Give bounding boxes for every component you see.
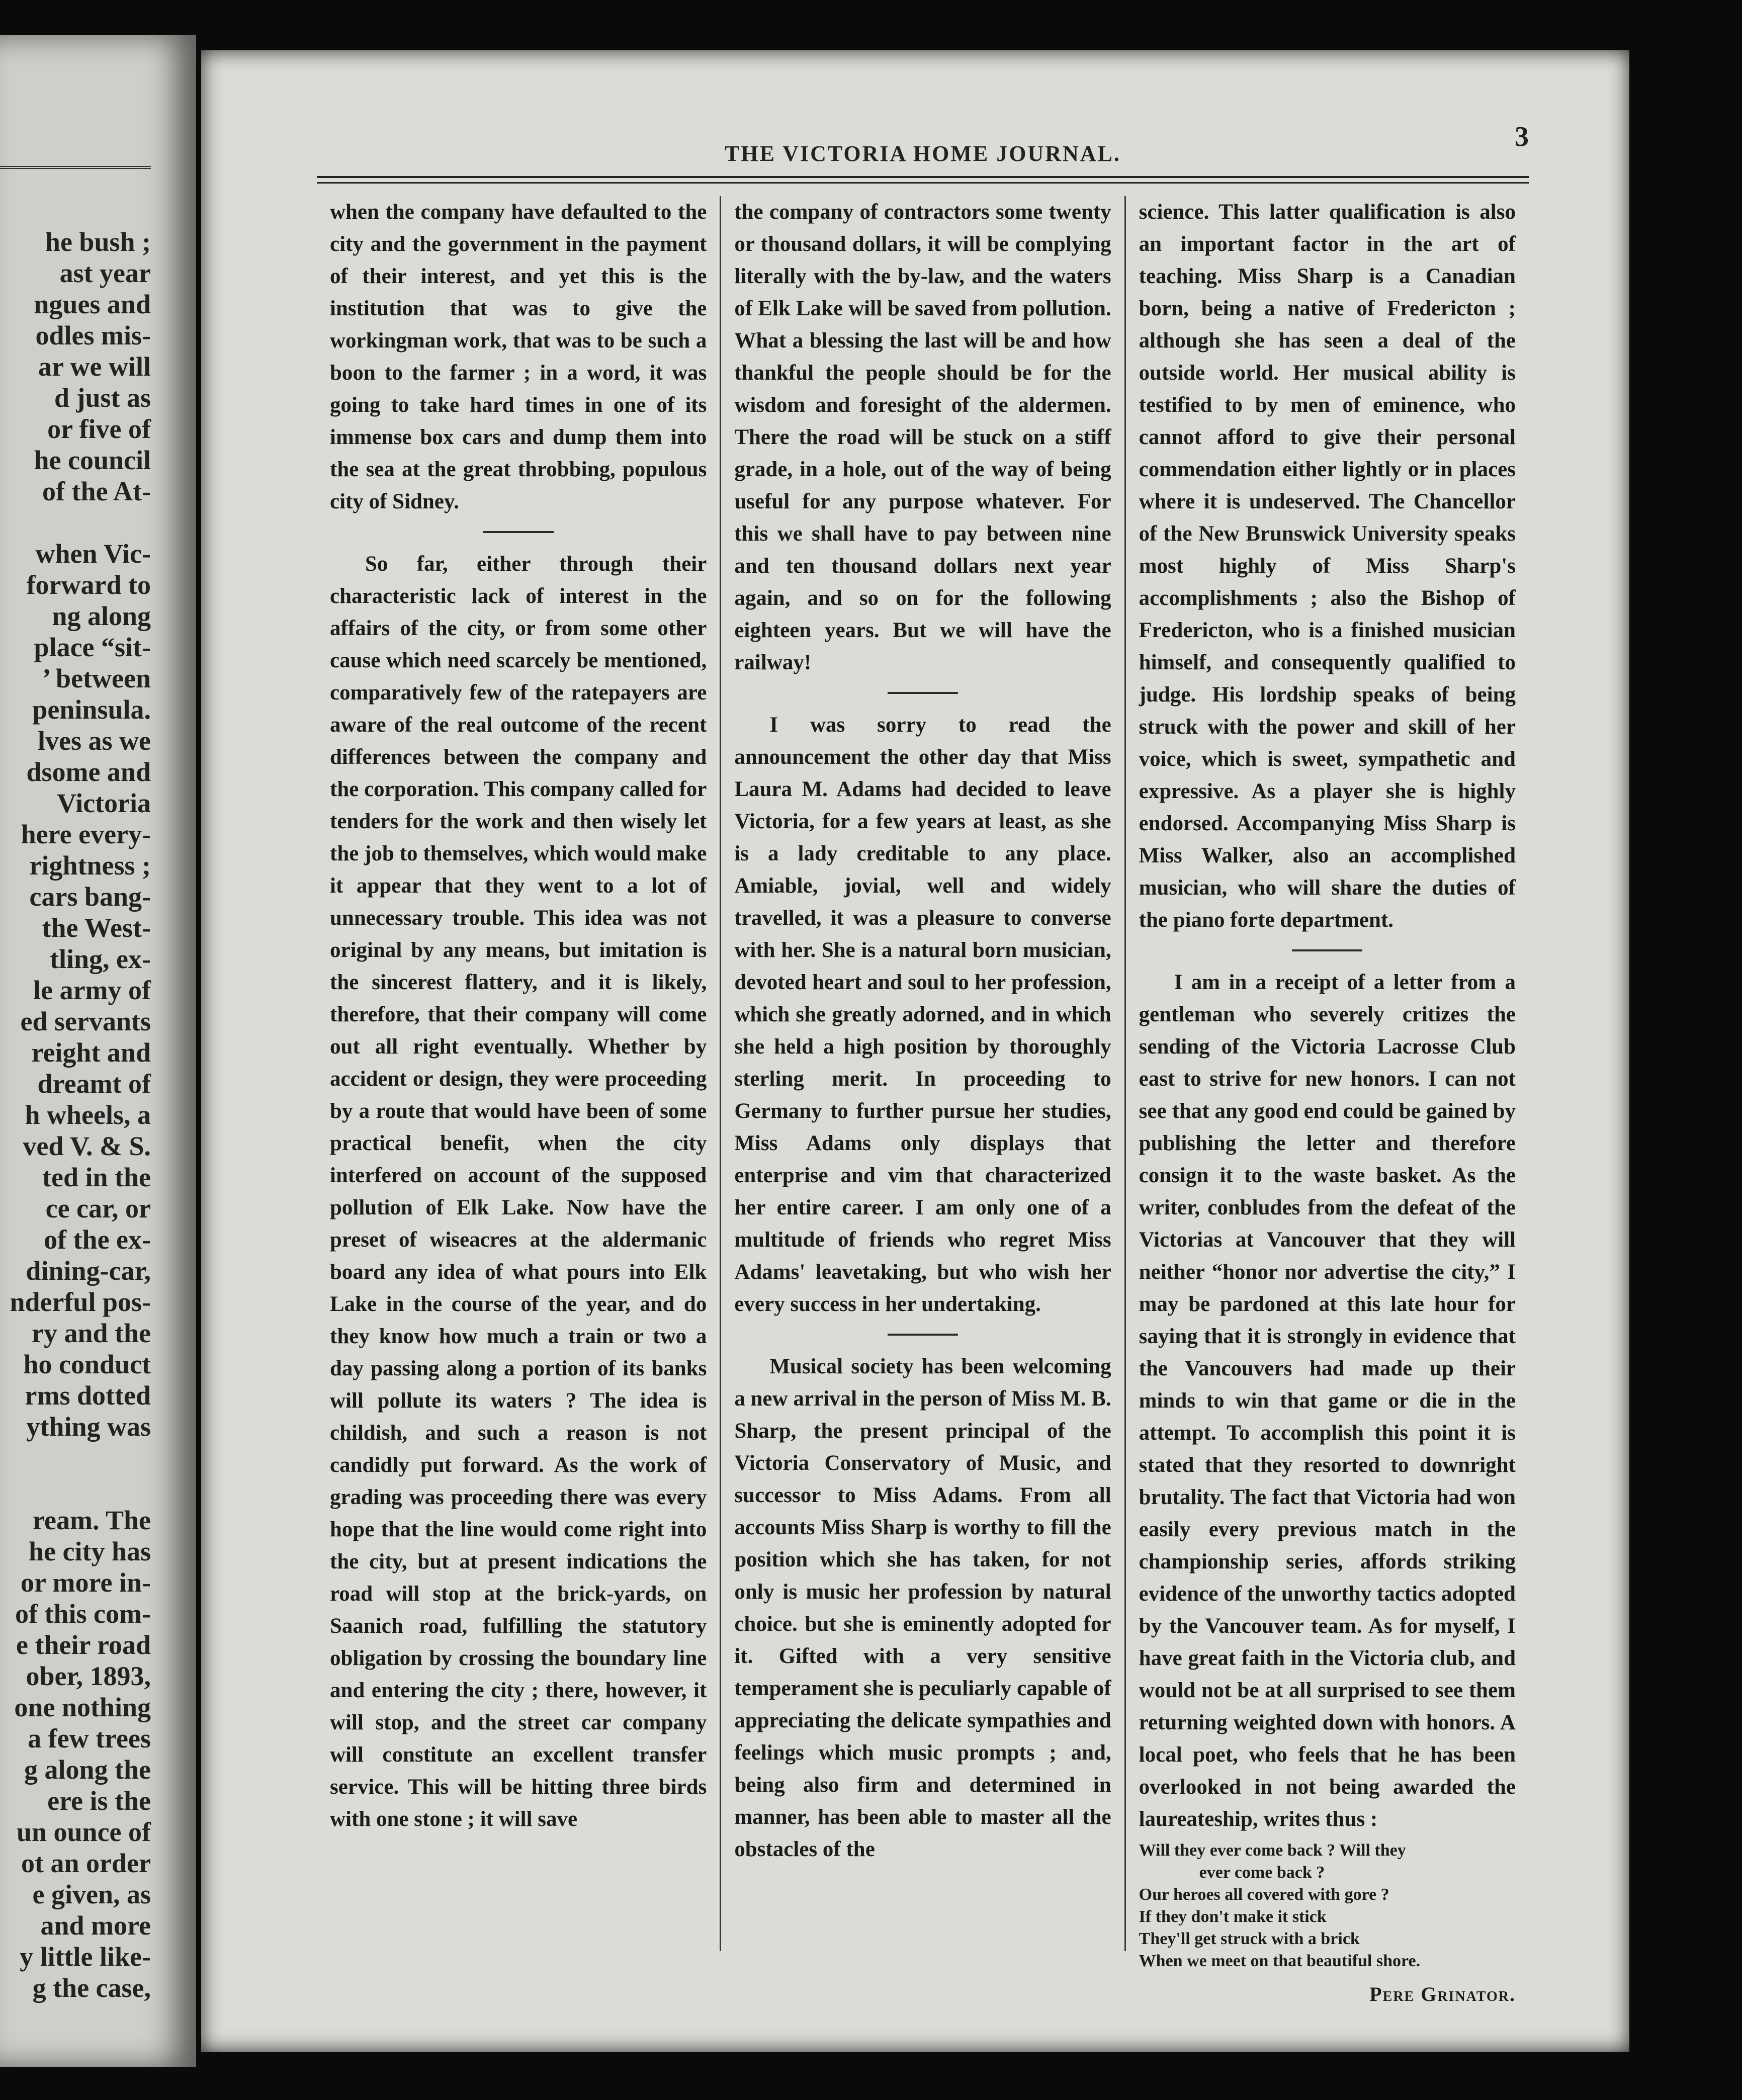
facing-page-line: a few trees xyxy=(28,1723,151,1754)
facing-page-line: ved V. & S. xyxy=(23,1131,151,1161)
facing-page-line: un ounce of xyxy=(16,1817,151,1847)
facing-page-line: one nothing xyxy=(14,1692,151,1722)
facing-page-line: rightness ; xyxy=(29,850,151,881)
facing-page-line xyxy=(0,1473,151,1505)
poem-line: When we meet on that beautiful shore. xyxy=(1139,1952,1421,1970)
facing-page-line: he bush ; xyxy=(45,227,151,257)
header-rule xyxy=(317,176,1529,184)
newspaper-page xyxy=(201,50,1629,2052)
facing-page-line: odles mis- xyxy=(35,320,151,351)
facing-page-line: rms dotted xyxy=(25,1380,151,1411)
facing-page-line: of the At- xyxy=(42,476,151,506)
facing-page-line: reight and xyxy=(31,1037,151,1068)
facing-page-line: ng along xyxy=(52,601,151,631)
facing-page-line: forward to xyxy=(26,570,151,600)
section-divider xyxy=(1292,949,1362,951)
column-3 xyxy=(1124,196,1529,2005)
author-signature: Pere Grinator. xyxy=(1369,1983,1516,2005)
paragraph: science. This latter qualification is also an important factor in the art of teaching. Miss Sharp is a Canadian born, being a native of Fredericton ; although she has seen a deal of the outside world. Her musical ability is testified to by men of eminence, who cannot afford to give their personal commendation either lightly or in places where it is undeserved. The Chancellor of the New Brunswick University speaks most highly of Miss Sharp's accomplishments ; also the Bishop of Fredericton, who is a finished musician himself, and consequently qualified to judge. His lordship speaks of being struck with the power and skill of her voice, which is sweet, sympathetic and expressive. As a player she is highly endorsed. Accompanying Miss Sharp is Miss Walker, also an accomplished musician, who will share the duties of the piano forte department. xyxy=(1139,200,1516,932)
facing-page-line: ream. The xyxy=(33,1505,151,1535)
facing-page-line: when Vic- xyxy=(35,539,151,569)
facing-page-line: and more xyxy=(40,1910,151,1941)
facing-page-line: place “sit- xyxy=(34,632,151,662)
page-number: 3 xyxy=(1515,121,1529,152)
article-columns xyxy=(317,196,1529,2005)
poem-line: ever come back ? xyxy=(1199,1863,1325,1882)
poem-line: Our heroes all covered with gore ? xyxy=(1139,1885,1389,1904)
column-1 xyxy=(317,196,720,1951)
section-divider xyxy=(888,1334,958,1336)
section-divider xyxy=(888,692,958,694)
facing-page-line: ’ between xyxy=(42,663,151,693)
facing-page-line: lves as we xyxy=(38,726,151,756)
paragraph: So far, either through their characteristic lack of interest in the affairs of the city, or from some other cause which need scarcely be mentioned, comparatively few of the ratepayers are aware of the real outcome of the recent differences between the company and the corporation. This company called for tenders for the work and then wisely let the job to themselves, which would make it appear that they went to a lot of unnecessary trouble. This idea was not original by any means, but imitation is the sincerest flattery, and it is likely, therefore, that their company will come out all right eventually. Whether by accident or design, they were proceeding by a route that would have been of some practical benefit, when the city interfered on account of the supposed pollution of Elk Lake. Now have the preset of wiseacres at the aldermanic board any idea of what pours into Elk Lake in the course of the year, and do they know how much a train or two a day passing along a portion of its banks will pollute its waters ? The idea is childish, and such a reason is not candidly put forward. As the work of grading was proceeding there was every hope that the line would come right into the city, but at present indications the road will stop at the brick-yards, on Saanich road, fulfilling the statutory obligation by crossing the boundary line and entering the city ; there, however, it will stop, and the street car company will constitute an excellent transfer service. This will be hitting three birds with one stone ; it will save xyxy=(330,552,707,1831)
facing-page-rule xyxy=(0,166,151,169)
facing-page-line: h wheels, a xyxy=(25,1100,151,1130)
facing-page-line: ngues and xyxy=(34,289,151,319)
facing-page-line: g along the xyxy=(24,1755,151,1785)
poem-line: Will they ever come back ? Will they xyxy=(1139,1841,1406,1860)
section-divider xyxy=(483,531,554,533)
facing-page-line: cars bang- xyxy=(29,882,151,912)
facing-page-line: ere is the xyxy=(47,1786,151,1816)
facing-page-line: ce car, or xyxy=(45,1193,151,1223)
facing-page-line xyxy=(0,1442,151,1473)
facing-page-line: he council xyxy=(34,445,151,475)
paragraph: when the company have defaulted to the city and the government in the payment of their interest, and yet this is the institution that was to give the workingman work, that was to be such a boon to the farmer ; in a word, it was going to take hard times in one of its immense box cars and dump them into the sea at the great throbbing, populous city of Sidney. xyxy=(330,200,707,513)
facing-page-line: nderful pos- xyxy=(10,1287,151,1317)
poem-line: If they don't make it stick xyxy=(1139,1907,1327,1926)
poem xyxy=(1139,1840,1516,1972)
masthead xyxy=(317,121,1529,166)
facing-page-line: g the case, xyxy=(32,1973,151,2003)
facing-page-line: or more in- xyxy=(21,1567,151,1598)
facing-page-line: peninsula. xyxy=(32,694,151,725)
facing-page-line: le army of xyxy=(33,975,151,1005)
facing-page-line: ot an order xyxy=(21,1848,151,1878)
facing-page-line: ything was xyxy=(26,1412,151,1442)
facing-page-line: ry and the xyxy=(31,1318,151,1348)
facing-page-line: of the ex- xyxy=(44,1224,151,1255)
facing-page-line: of this com- xyxy=(15,1599,151,1629)
facing-page-line: ho conduct xyxy=(23,1349,151,1379)
facing-page-line: ed servants xyxy=(20,1006,151,1036)
facing-page-line: y little like- xyxy=(20,1942,151,1972)
facing-page-line: here every- xyxy=(21,819,151,849)
facing-page-line: ted in the xyxy=(42,1162,151,1192)
facing-page-line: e their road xyxy=(16,1630,151,1660)
facing-page-line: dreamt of xyxy=(37,1069,151,1099)
column-2 xyxy=(720,196,1124,1951)
journal-title: THE VICTORIA HOME JOURNAL. xyxy=(725,141,1121,166)
facing-page-line: dining-car, xyxy=(26,1256,151,1286)
facing-page-line: tling, ex- xyxy=(50,944,151,974)
facing-page-line: d just as xyxy=(54,383,151,413)
facing-page-line: or five of xyxy=(47,414,151,444)
facing-page-line: dsome and xyxy=(26,757,151,787)
paragraph: Musical society has been welcoming a new arrival in the person of Miss M. B. Sharp, the present principal of the Victoria Conservatory of Music, and successor to Miss Adams. From all accounts Miss Sharp is worthy to fill the position which she has taken, for not only is music her profession by natural choice. but she is eminently adopted for it. Gifted with a very sensitive temperament she is peculiarly capable of appreciating the delicate sympathies and feelings which music prompts ; and, being also firm and determined in manner, has been able to master all the obstacles of the xyxy=(734,1355,1111,1861)
facing-page-line: ober, 1893, xyxy=(26,1661,151,1691)
facing-page-line: ar we will xyxy=(38,352,151,382)
paragraph: the company of contractors some twenty or thousand dollars, it will be complying literally with the by-law, and the waters of Elk Lake will be saved from pollution. What a blessing the last will be and how thankful the people should be for the wisdom and foresight of the aldermen. There the road will be stuck on a stiff grade, in a hole, out of the way of being useful for any purpose whatever. For this we shall have to pay between nine and ten thousand dollars next year again, and so on for the following eighteen years. But we will have the railway! xyxy=(734,200,1111,674)
paragraph: I am in a receipt of a letter from a gentleman who severely critizes the sending of the Victoria Lacrosse Club east to strive for new honors. I can not see that any good end could be gained by publishing the letter and therefore consign it to the waste basket. As the writer, conbludes from the defeat of the Victorias at Vancouver that they will neither “honor nor advertise the city,” I may be pardoned at this late hour for saying that it is strongly in evidence that the Vancouvers had made up their minds to win that game or die in the attempt. To accomplish this point it is stated that they resorted to downright brutality. The fact that Victoria had won easily every previous match in the championship series, affords striking evidence of the unworthy tactics adopted by the Vancouver team. As for myself, I have great faith in the Victoria club, and would not be at all surprised to see them returning weighted down with honors. A local poet, who feels that he has been overlooked in not being awarded the laureateship, writes thus : xyxy=(1139,971,1516,1831)
facing-page-line: e given, as xyxy=(32,1879,151,1909)
facing-page-line xyxy=(0,507,151,538)
facing-page-line: Victoria xyxy=(57,788,151,818)
facing-page-line: he city has xyxy=(29,1536,151,1566)
paragraph: I was sorry to read the announcement the other day that Miss Laura M. Adams had decided to leave Victoria, for a few years at least, as she is a lady creditable to any place. Amiable, jovial, well and widely travelled, it was a pleasure to converse with her. She is a natural born musician, devoted heart and soul to her profession, which she greatly adorned, and in which she held a high position by thoroughly sterling merit. In proceeding to Germany to further pursue her studies, Miss Adams only displays that enterprise and vim that characterized her entire career. I am only one of a multitude of friends who regret Miss Adams' leavetaking, but who wish her every success in her undertaking. xyxy=(734,713,1111,1316)
facing-page-line: ast year xyxy=(59,258,151,288)
facing-page-text xyxy=(0,226,151,2003)
facing-page-edge xyxy=(0,35,196,2067)
poem-line: They'll get struck with a brick xyxy=(1139,1930,1360,1948)
facing-page-line: the West- xyxy=(42,913,151,943)
